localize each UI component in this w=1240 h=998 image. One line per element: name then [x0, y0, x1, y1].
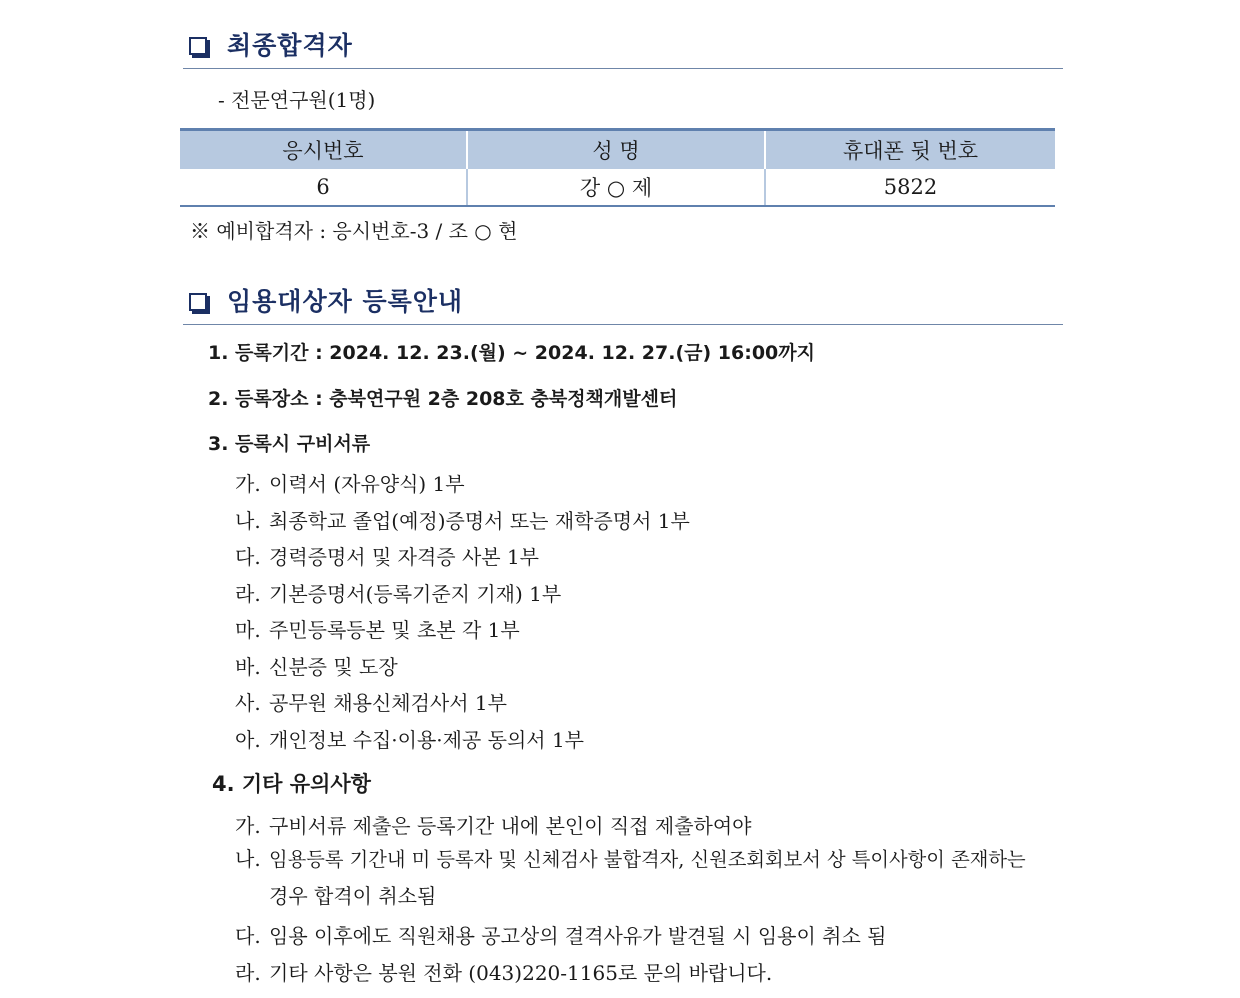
list-item: 마. 주민등록등본 및 초본 각 1부 — [235, 618, 520, 642]
cell-phone: 5822 — [765, 169, 1055, 206]
list-item: 다. 임용 이후에도 직원채용 공고상의 결격사유가 발견될 시 임용이 취소 됨 — [235, 924, 887, 948]
item-registration-period: 1. 등록기간 : 2024. 12. 23.(월) ~ 2024. 12. 27.(금) 16:00까지 — [208, 342, 815, 364]
cell-name: 강 ○ 제 — [467, 169, 765, 206]
list-item: 아. 개인정보 수집·이용·제공 동의서 1부 — [235, 728, 584, 752]
results-table — [180, 128, 1055, 207]
table-row — [180, 169, 1055, 206]
list-item: 사. 공무원 채용신체검사서 1부 — [235, 691, 507, 715]
list-item: 바. 신분증 및 도장 — [235, 655, 398, 679]
checkbox-square-icon — [189, 293, 207, 311]
list-item: 라. 기본증명서(등록기준지 기재) 1부 — [235, 582, 562, 606]
section-title: 임용대상자 등록안내 — [227, 287, 464, 316]
list-item: 가. 구비서류 제출은 등록기간 내에 본인이 직접 제출하여야 — [235, 814, 752, 838]
list-item: 다. 경력증명서 및 자격증 사본 1부 — [235, 545, 539, 569]
col-header-name: 성 명 — [467, 130, 765, 170]
section-header-final-passers — [183, 24, 1063, 69]
list-item: 나. 임용등록 기간내 미 등록자 및 신체검사 불합격자, 신원조회회보서 상 특이사항이 존재하는 경우 합격이 취소됨 — [235, 847, 1026, 908]
subhead-position: - 전문연구원(1명) — [218, 88, 376, 112]
col-header-applicant-number: 응시번호 — [180, 130, 467, 170]
reserve-note: ※ 예비합격자 : 응시번호-3 / 조 ○ 현 — [190, 219, 518, 243]
section-header-registration — [183, 280, 1063, 325]
item-registration-place: 2. 등록장소 : 충북연구원 2층 208호 충북정책개발센터 — [208, 388, 678, 410]
list-item: 나. 최종학교 졸업(예정)증명서 또는 재학증명서 1부 — [235, 509, 690, 533]
item-other-notes: 4. 기타 유의사항 — [212, 772, 371, 796]
list-item: 가. 이력서 (자유양식) 1부 — [235, 472, 465, 496]
list-item: 라. 기타 사항은 봉원 전화 (043)220-1165로 문의 바랍니다. — [235, 961, 773, 985]
table-header-row — [180, 130, 1055, 170]
cell-applicant-number: 6 — [180, 169, 467, 206]
section-title: 최종합격자 — [227, 31, 353, 60]
checkbox-square-icon — [189, 37, 207, 55]
item-required-documents: 3. 등록시 구비서류 — [208, 433, 371, 455]
col-header-phone: 휴대폰 뒷 번호 — [765, 130, 1055, 170]
